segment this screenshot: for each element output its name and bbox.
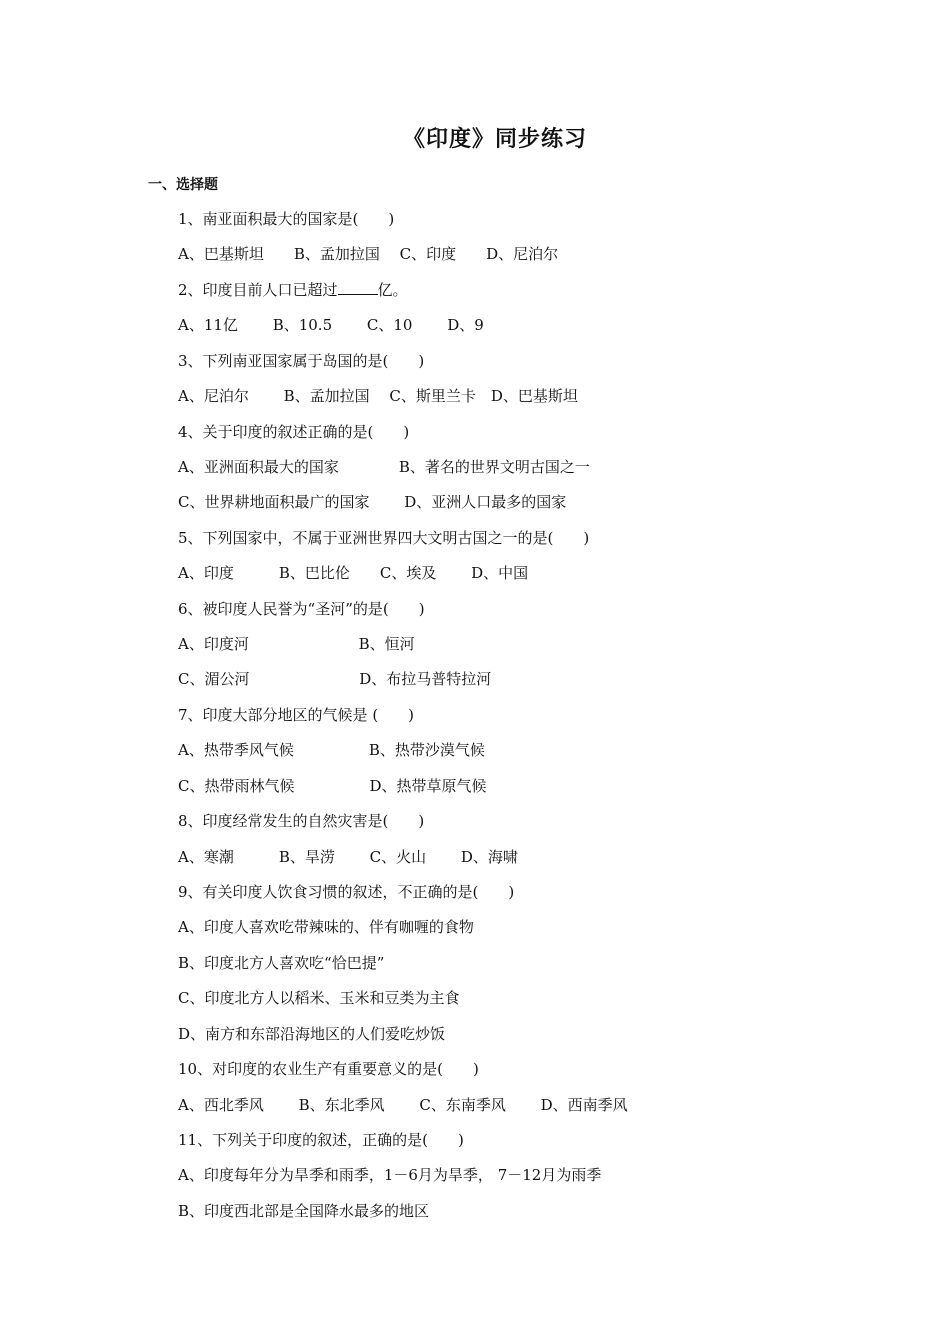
question-7-option-cd: C、热带雨林气候 D、热带草原气候 [178,777,487,795]
question-9-option-c: C、印度北方人以稻米、玉米和豆类为主食 [178,989,460,1007]
question-10-options: A、西北季风 B、东北季风 C、东南季风 D、西南季风 [178,1096,628,1114]
question-8: 8、印度经常发生的自然灾害是( ) [178,812,425,830]
question-6: 6、被印度人民誉为“圣河”的是( ) [178,600,425,618]
question-11: 11、下列关于印度的叙述，正确的是( ) [178,1131,464,1149]
question-9-option-d: D、南方和东部沿海地区的人们爱吃炒饭 [178,1025,446,1043]
question-7: 7、印度大部分地区的气候是 ( ) [178,706,415,724]
fill-blank [338,280,378,295]
question-4-option-cd: C、世界耕地面积最广的国家 D、亚洲人口最多的国家 [178,493,567,511]
question-2-options: A、11亿 B、10.5 C、10 D、9 [178,316,484,334]
question-1-options: A、巴基斯坦 B、孟加拉国 C、印度 D、尼泊尔 [178,245,559,263]
question-5-options: A、印度 B、巴比伦 C、埃及 D、中国 [178,564,529,582]
question-11-option-b: B、印度西北部是全国降水最多的地区 [178,1202,430,1220]
question-3: 3、下列南亚国家属于岛国的是( ) [178,352,425,370]
question-9-option-a: A、印度人喜欢吃带辣味的、伴有咖喱的食物 [178,918,474,936]
question-2-text: 2、印度目前人口已超过 [178,281,338,299]
section-heading: 一、选择题 [148,177,218,193]
question-11-option-a: A、印度每年分为旱季和雨季，1－6月为旱季， 7－12月为雨季 [178,1166,602,1184]
question-8-options: A、寒潮 B、旱涝 C、火山 D、海啸 [178,848,518,866]
question-1: 1、南亚面积最大的国家是( ) [178,210,395,228]
question-6-option-ab: A、印度河 B、恒河 [178,635,415,653]
question-2-suffix: 亿。 [377,281,408,299]
question-7-option-ab: A、热带季风气候 B、热带沙漠气候 [178,741,485,759]
question-2 [178,280,408,300]
question-4: 4、关于印度的叙述正确的是( ) [178,423,410,441]
question-6-option-cd: C、湄公河 D、布拉马普特拉河 [178,670,492,688]
question-4-option-ab: A、亚洲面积最大的国家 B、著名的世界文明古国之一 [178,458,590,476]
question-3-options: A、尼泊尔 B、孟加拉国 C、斯里兰卡 D、巴基斯坦 [178,387,578,405]
question-9: 9、有关印度人饮食习惯的叙述，不正确的是( ) [178,883,515,901]
question-10: 10、对印度的农业生产有重要意义的是( ) [178,1060,479,1078]
question-9-option-b: B、印度北方人喜欢吃“恰巴提” [178,954,385,972]
page-title: 《印度》同步练习 [402,127,587,152]
question-5: 5、下列国家中，不属于亚洲世界四大文明古国之一的是( ) [178,529,590,547]
